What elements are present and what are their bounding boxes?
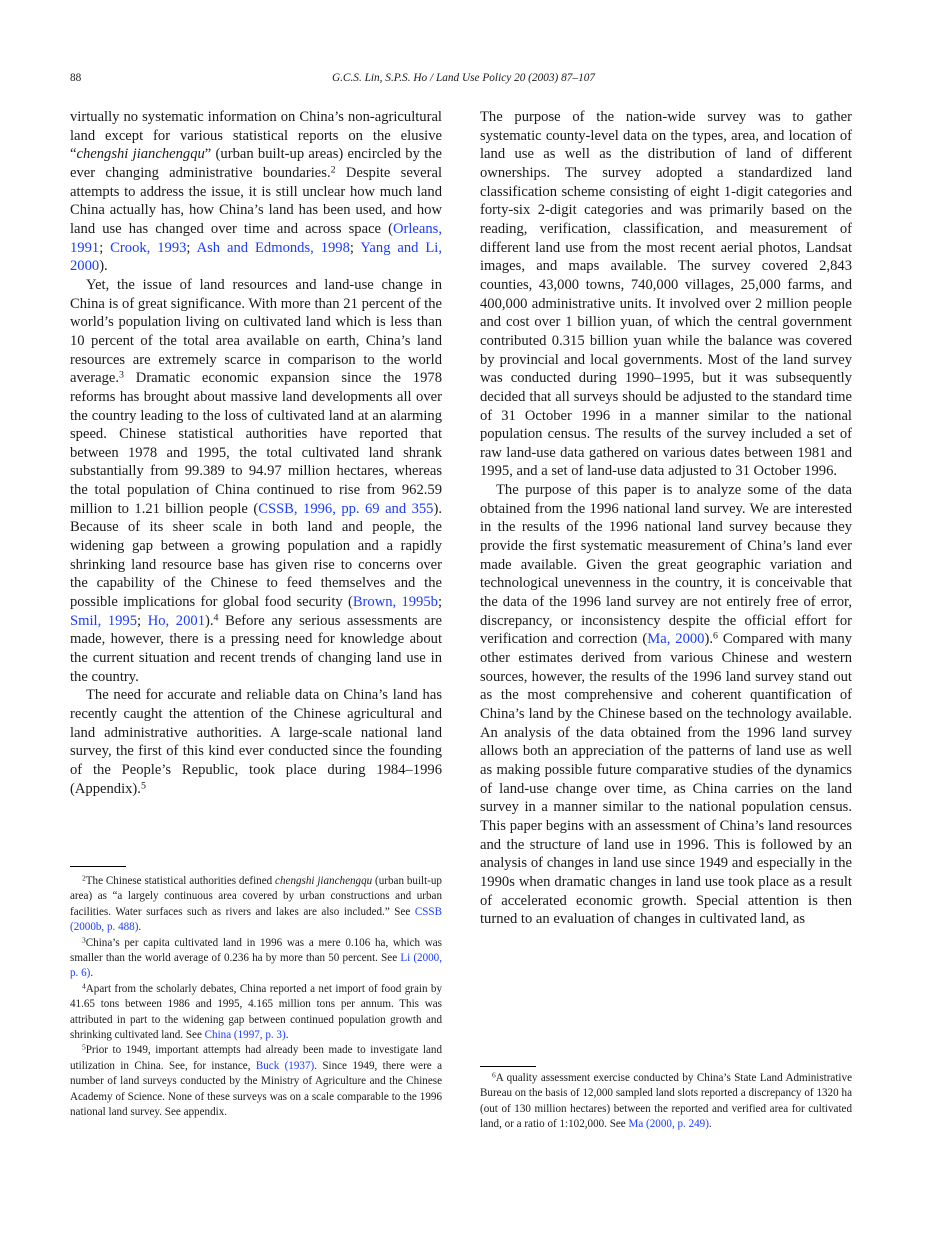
text-run: ; xyxy=(437,594,442,611)
citation-link[interactable]: China (1997, p. 3) xyxy=(204,1029,286,1042)
paragraph xyxy=(480,481,852,929)
paragraph xyxy=(70,686,442,798)
citation-link[interactable]: Ma (2000, p. 249) xyxy=(628,1118,709,1131)
text-run: China’s per capita cultivated land in 1996 was a mere 0.106 ha, which was smaller than the world average of 0.236 ha by more than 50 percent. See xyxy=(70,936,442,965)
text-run: ; xyxy=(186,239,197,256)
footnote-marker: 2 xyxy=(330,164,336,176)
text-run: The purpose of this paper is to analyze some of the data obtained from the 1996 national land survey. We are interested in the results of the 1996 national land survey because they provide the first systematic measurement of China’s land ever made available. Given the great geographic variation and technological unevenness in the country, it is conceivable that the data of the 1996 land survey are not entirely free of error, discrepancy, or inconsistency despite the official effort for verification and correction ( xyxy=(480,482,852,648)
italic-term: chengshi jianchengqu xyxy=(275,875,373,887)
left-column xyxy=(70,108,442,798)
text-run: Compared with many other estimates derived from various Chinese and western sources, however, the results of the 1996 land survey stand out as the most comprehensive and coherent quantification of China’s land by the Chinese based on the technology available. An analysis of the data obtained from the 1996 land survey allows both an appreciation of the patterns of land use as well as making possible future comparative studies of the dynamics of land-use change over time, as China carries on the land survey in a manner similar to the national population census. This paper begins with an assessment of China’s land resources and the structure of land use in 1996. This is followed by an analysis of changes in land use since 1949 and especially in the 1990s when dramatic changes in land use took place as a result of accelerated economic growth. Special attention is then turned to an evaluation of changes in cultivated land, as xyxy=(480,631,852,928)
text-run: ; xyxy=(99,239,111,256)
paragraph xyxy=(70,276,442,686)
footnote xyxy=(480,1071,852,1133)
text-run: (urban built-up area) as “a largely continuous area covered by urban constructions and urban facilities. Water surfaces such as rivers and lakes are also included.” See xyxy=(70,875,442,918)
footnote xyxy=(70,1043,442,1120)
citation-link[interactable]: Li (2000, p. 6) xyxy=(70,952,443,980)
footnote xyxy=(70,874,442,936)
text-run: ; xyxy=(137,612,148,629)
footnotes-left xyxy=(70,874,442,1121)
text-run: The purpose of the nation-wide survey was to gather systematic county-level data on the types, area, and location of land use as well as the distribution of land of different ownerships. The survey adopted a standardized land classification scheme consisting of eight 1-digit categories and forty-six 2-digit categories and was primarily based on the reading, verification, classification, and measurement of different land use from the most recent aerial photos, Landsat images, and maps available. The survey covered 2,843 counties, 43,000 towns, 740,000 villages, 25,000 farms, and 400,000 administrative units. It involved over 2 million people and cost over 1 billion yuan, of which the central government contributed 0.315 billion yuan while the balance was covered by provincial and local governments. Most of the land survey was conducted during 1990–1995, but it was subsequently decided that all surveys should be adjusted to the standard time of 31 October 1996 in a manner similar to the national population census. The results of the survey included a set of raw land-use data gathered on various dates between 1981 and 1995, and a set of land-use data adjusted to 31 October 1996. xyxy=(480,109,852,480)
text-run: Before any serious assessments are made, however, there is a pressing need for knowledge about the current situation and recent trends of changing land use in the country. xyxy=(70,612,443,685)
text-run: Prior to 1949, important attempts had already been made to investigate land utilization in China. See, for instance, xyxy=(70,1044,442,1072)
footnote-divider xyxy=(480,1066,536,1067)
text-run: . xyxy=(90,967,94,980)
footnotes-right xyxy=(480,1071,852,1133)
text-run: . Since 1949, there were a number of land surveys conducted by the Ministry of Agriculture and the Chinese Academy of Science. None of these surveys was on a scale comparable to the 1996 national land survey. See appendix. xyxy=(70,1059,442,1119)
paragraph xyxy=(70,108,442,276)
text-run: ). xyxy=(99,258,108,275)
text-run: Despite several attempts to address the issue, it is still unclear how much land China actually has, how China’s land has been used, and how land use has changed over time and across space ( xyxy=(70,164,442,237)
citation-link[interactable]: Buck (1937) xyxy=(255,1059,315,1072)
text-run: A quality assessment exercise conducted by China’s State Land Administrative Bureau on the basis of 12,000 sampled land slots reported a discrepancy of 1320 ha (out of 130 million hectares) between the reported and verified area for cultivated land, or a ratio of 1:102,000. See xyxy=(480,1072,852,1131)
text-run: Apart from the scholarly debates, China reported a net import of food grain by 41.65 tons between 1986 and 1995, 4.165 million tons per annum. This was attributed in part to the widening gap between continued population growth and shrinking cultivated land. See xyxy=(70,982,442,1042)
text-run: The Chinese statistical authorities defined xyxy=(85,875,276,887)
citation-link[interactable]: Ma, 2000 xyxy=(647,631,705,648)
footnote-marker: 6 xyxy=(492,1070,496,1080)
text-run: ). xyxy=(205,612,214,629)
text-run: ). Because of its sheer scale in both land and people, the widening gap between a growing population and a rapidly shrinking land resource base has given rise to concerns over the capability of the Chinese to feed themselves and the possible implications for global food security ( xyxy=(70,500,442,611)
citation-link[interactable]: Brown, 1995b xyxy=(352,594,438,611)
text-run: . xyxy=(708,1118,712,1131)
footnote-marker: 4 xyxy=(82,981,86,991)
footnote-marker: 5 xyxy=(82,1043,86,1053)
italic-term: chengshi jianchengqu xyxy=(76,146,205,163)
citation-link[interactable]: Yang and Li, 2000 xyxy=(70,239,443,275)
footnote-marker: 5 xyxy=(140,780,146,792)
citation-link[interactable]: Crook, 1993 xyxy=(110,239,187,256)
footnote-marker: 6 xyxy=(713,630,718,642)
footnote xyxy=(70,936,442,982)
right-column xyxy=(480,108,852,929)
text-run: . xyxy=(138,921,142,934)
citation-link[interactable]: CSSB (2000b, p. 488) xyxy=(70,905,442,934)
page-number: 88 xyxy=(70,72,82,84)
text-run: The need for accurate and reliable data on China’s land has recently caught the attention of the Chinese agricultural and land administrative authorities. A large-scale national land survey, the first of this kind ever conducted since the founding of the People’s Republic, took place during 1984–1996 (Appendix). xyxy=(70,687,442,797)
footnote xyxy=(70,982,442,1044)
text-run: Dramatic economic expansion since the 1978 reforms has brought about massive land developments all over the country leading to the loss of cultivated land at an alarming speed. Chinese statistical authorities have reported that between 1978 and 1995, the total cultivated land shrank substantially from 99.389 to 94.97 million hectares, whereas the total population of China continued to rise from 962.59 million to 1.21 billion people ( xyxy=(70,370,442,517)
footnote-marker: 2 xyxy=(82,873,86,883)
paragraph xyxy=(480,108,852,481)
text-run: ). xyxy=(704,631,713,648)
citation-link[interactable]: Orleans, 1991 xyxy=(70,220,442,256)
citation-link[interactable]: Ho, 2001 xyxy=(147,612,205,629)
text-run: Yet, the issue of land resources and land-use change in China is of great significance. With more than 21 percent of the world’s population living on cultivated land which is less than 10 percent of the total area available on earth, China’s land resources are extremely scarce in comparison to the world average. xyxy=(70,276,442,387)
text-run: ; xyxy=(349,239,361,256)
citation-link[interactable]: Ash and Edmonds, 1998 xyxy=(196,239,350,256)
footnote-marker: 4 xyxy=(213,612,219,624)
text-run: . xyxy=(285,1029,289,1042)
footnote-marker: 3 xyxy=(82,935,86,945)
footnote-marker: 3 xyxy=(119,369,124,381)
footnote-divider xyxy=(70,866,126,867)
text-run: ” (urban built-up areas) encircled by the ever changing administrative boundaries. xyxy=(70,146,442,181)
running-head: G.C.S. Lin, S.P.S. Ho / Land Use Policy 20 (2003) 87–107 xyxy=(331,72,596,84)
text-run: virtually no systematic information on China’s non-agricultural land except for various statistical reports on the elusive “ xyxy=(70,109,442,163)
citation-link[interactable]: CSSB, 1996, pp. 69 and 355 xyxy=(258,500,434,517)
citation-link[interactable]: Smil, 1995 xyxy=(70,612,138,629)
